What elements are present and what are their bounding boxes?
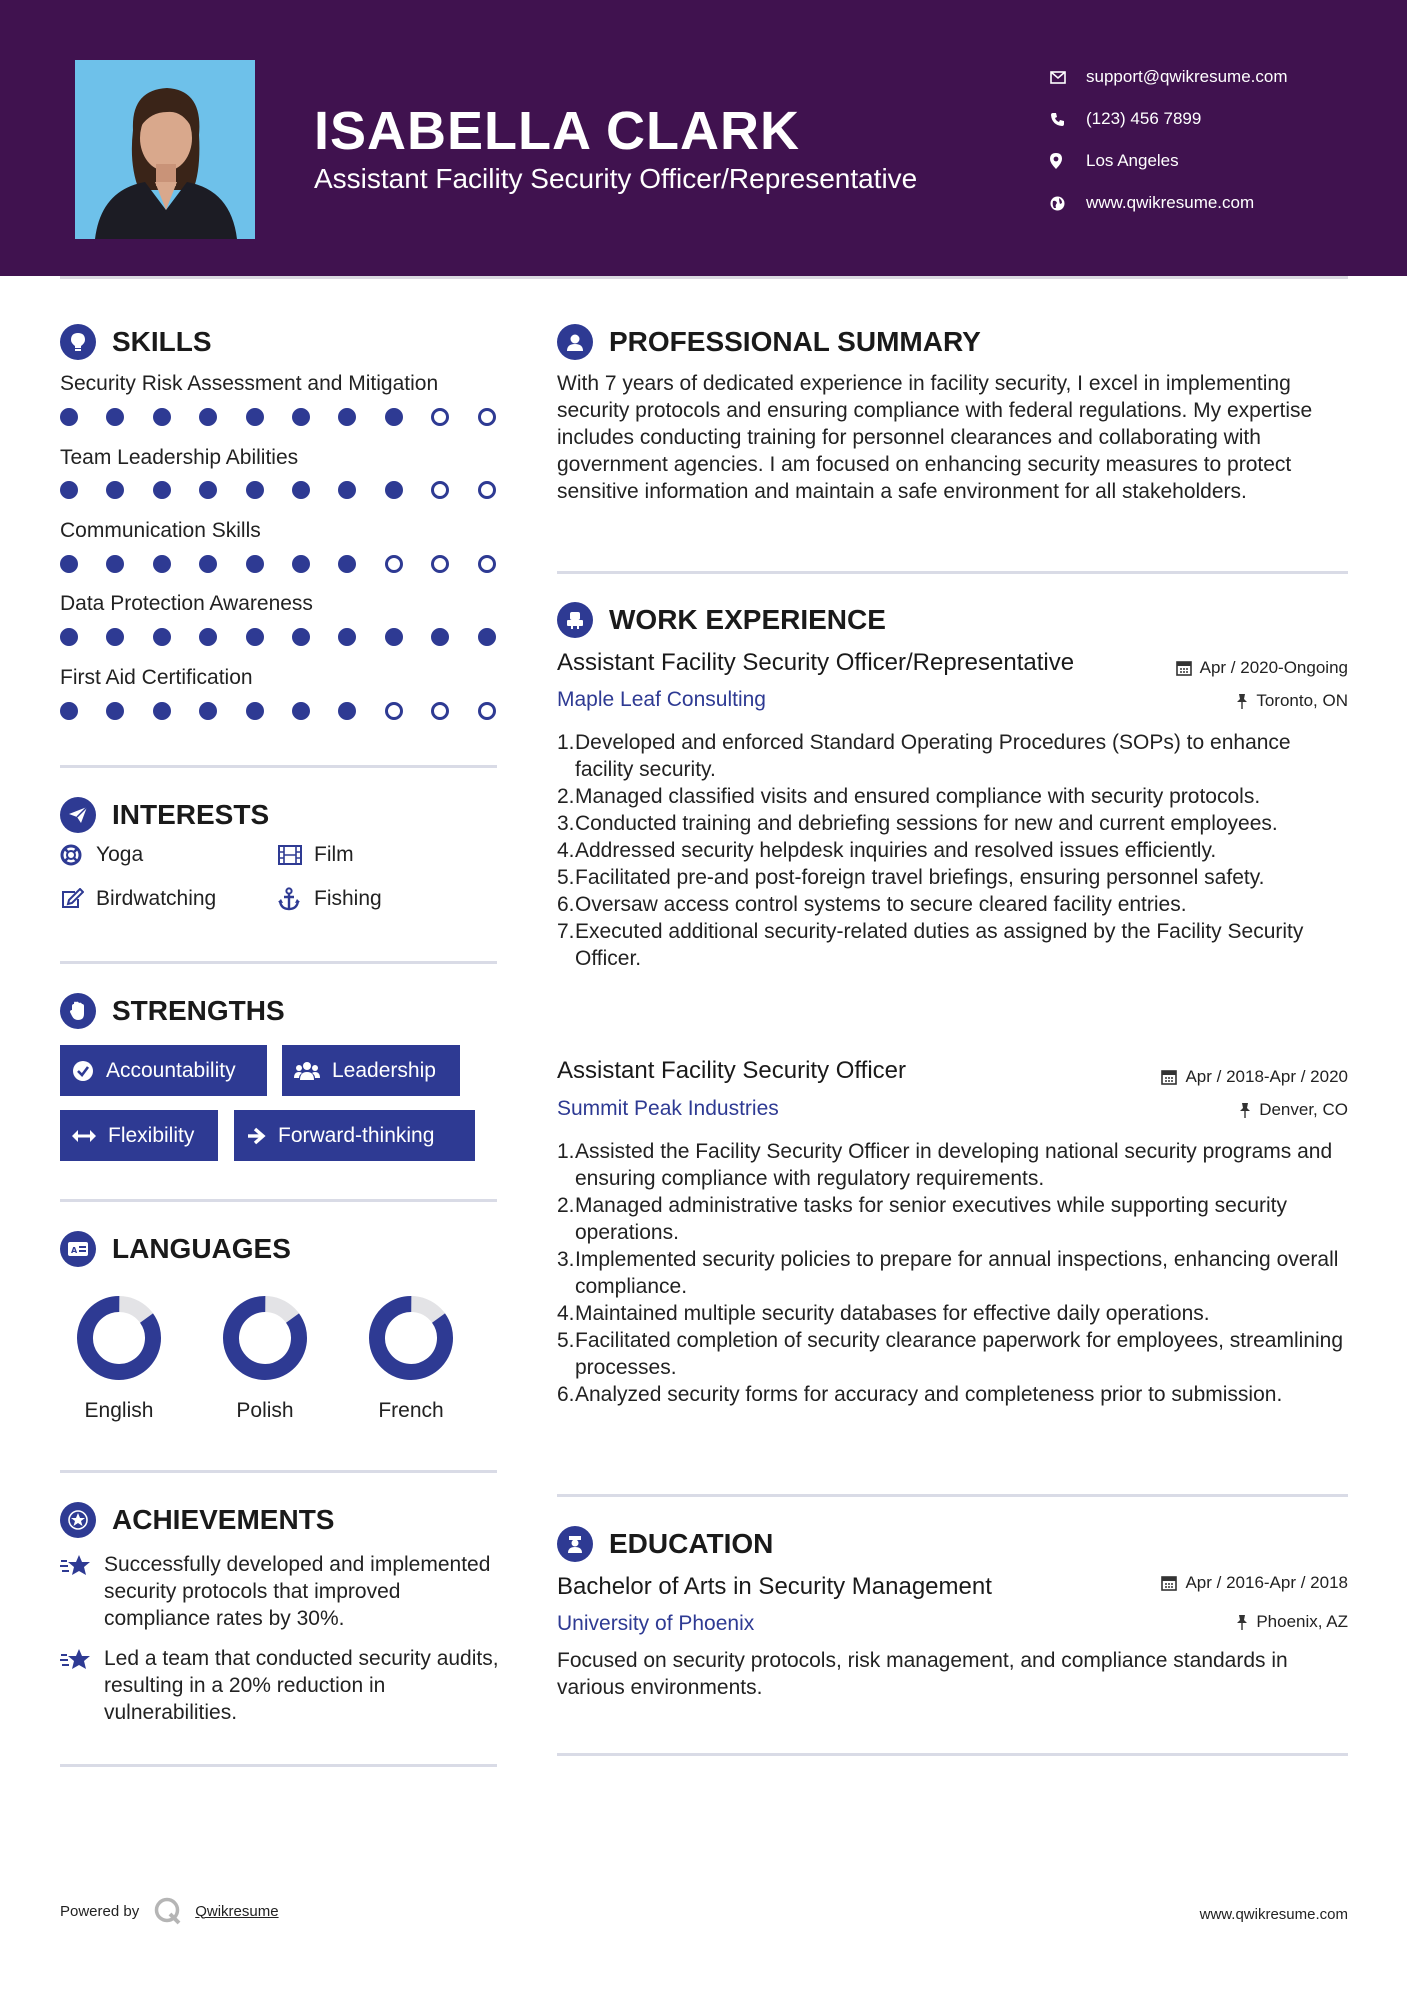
section-divider: [557, 1753, 1348, 1756]
achievement-item: [60, 1551, 500, 1632]
interest-label: Fishing: [314, 887, 382, 910]
user-icon: [557, 324, 593, 360]
contact-location: [1050, 140, 1370, 182]
rating-dot-filled: [246, 555, 264, 573]
rating-dot-filled: [153, 702, 171, 720]
language-donut: [220, 1293, 310, 1383]
degree-title: Bachelor of Arts in Security Management: [557, 1573, 992, 1600]
job-location-text: Denver, CO: [1259, 1100, 1348, 1119]
envelope-icon: [1050, 71, 1086, 84]
interest-item: [278, 887, 382, 911]
job-location-text: Toronto, ON: [1256, 691, 1348, 710]
education-location: [1236, 1612, 1348, 1632]
list-item: 3. Implemented security policies to prepare for annual inspections, enhancing overall compliance.: [557, 1246, 1352, 1300]
bullet-text: Facilitated completion of security clearance paperwork for employees, streamlining processes.: [575, 1329, 1344, 1379]
skill-name: Security Risk Assessment and Mitigation: [60, 372, 439, 395]
school-name: University of Phoenix: [557, 1612, 755, 1635]
skill-rating: [60, 408, 500, 428]
job-location: [1236, 691, 1348, 711]
lightbulb-icon: [60, 324, 96, 360]
rating-dot-filled: [199, 628, 217, 646]
life-ring-icon: [60, 844, 96, 866]
strength-label: Forward-thinking: [278, 1123, 435, 1147]
rating-dot-empty: [431, 481, 449, 499]
candidate-name: ISABELLA CLARK: [314, 101, 800, 161]
experience-heading-text: WORK EXPERIENCE: [609, 604, 886, 635]
skill-name: Team Leadership Abilities: [60, 446, 299, 469]
star-badge-icon: [60, 1502, 96, 1538]
map-marker-icon: [1050, 153, 1086, 169]
rating-dot-filled: [60, 702, 78, 720]
rating-dot-filled: [292, 555, 310, 573]
rating-dot-filled: [106, 481, 124, 499]
language-donut: [366, 1293, 456, 1383]
rating-dot-filled: [385, 481, 403, 499]
language-icon: [60, 1231, 96, 1267]
donut-fill: [74, 1293, 164, 1383]
footer-website[interactable]: www.qwikresume.com: [1199, 1906, 1348, 1923]
bullet-text: Developed and enforced Standard Operating Procedures (SOPs) to enhance facility security.: [575, 731, 1291, 781]
rating-dot-filled: [106, 408, 124, 426]
phone-icon: [1050, 112, 1086, 127]
rating-dot-filled: [106, 555, 124, 573]
strength-label: Leadership: [332, 1058, 436, 1082]
bullet-text: Managed administrative tasks for senior executives while supporting security operations.: [575, 1194, 1288, 1244]
job-bullets: [557, 729, 1352, 972]
graduate-icon: [557, 1526, 593, 1562]
anchor-icon: [278, 887, 314, 911]
language-label: English: [84, 1399, 154, 1422]
rating-dot-empty: [431, 702, 449, 720]
pushpin-icon: [1236, 1614, 1248, 1630]
bullet-text: Facilitated pre-and post-foreign travel briefings, ensuring personnel safety.: [575, 866, 1265, 889]
rating-dot-filled: [153, 555, 171, 573]
language-label: Polish: [236, 1399, 294, 1422]
achievement-text: Led a team that conducted security audits, resulting in a 20% reduction in vulnerabilities.: [104, 1647, 499, 1724]
bullet-text: Executed additional security-related duties as assigned by the Facility Security Officer.: [575, 920, 1304, 970]
strength-tag: [60, 1045, 267, 1096]
company-name: Summit Peak Industries: [557, 1097, 779, 1120]
interest-label: Yoga: [96, 843, 144, 866]
language-item: [64, 1293, 174, 1423]
rating-dot-filled: [106, 628, 124, 646]
job-date-text: Apr / 2020-Ongoing: [1199, 658, 1348, 677]
arrow-right-icon: [246, 1126, 266, 1146]
strength-tag: [60, 1110, 218, 1161]
strength-label: Flexibility: [108, 1123, 195, 1147]
list-item: 4. Addressed security helpdesk inquiries and resolved issues efficiently.: [557, 839, 1217, 862]
interest-label: Birdwatching: [96, 887, 217, 910]
calendar-icon: [1176, 660, 1192, 676]
rating-dot-filled: [385, 408, 403, 426]
profile-photo: [75, 60, 255, 239]
bullet-text: Assisted the Facility Security Officer in developing national security programs and ensuring compliance with regulatory requirements.: [575, 1140, 1333, 1190]
section-divider: [60, 1199, 497, 1202]
rating-dot-filled: [199, 481, 217, 499]
contact-email-text: support@qwikresume.com: [1086, 67, 1288, 86]
rating-dot-filled: [153, 408, 171, 426]
education-heading: [557, 1526, 773, 1562]
users-icon: [294, 1061, 320, 1081]
rating-dot-empty: [431, 555, 449, 573]
rating-dot-filled: [153, 628, 171, 646]
contact-website[interactable]: [1050, 182, 1370, 224]
interests-heading-text: INTERESTS: [112, 799, 270, 830]
rating-dot-empty: [478, 555, 496, 573]
contact-phone-text: (123) 456 7899: [1086, 109, 1202, 128]
donut-fill: [366, 1293, 456, 1383]
education-description: Focused on security protocols, risk management, and compliance standards in various environments.: [557, 1649, 1288, 1699]
achievements-heading: [60, 1502, 334, 1538]
job-location: [1239, 1100, 1348, 1120]
strength-tag: [234, 1110, 475, 1161]
rating-dot-empty: [385, 555, 403, 573]
job-date-text: Apr / 2018-Apr / 2020: [1185, 1067, 1348, 1086]
achievement-text: Successfully developed and implemented security protocols that improved compliance rates by 30%.: [104, 1553, 491, 1630]
candidate-title: Assistant Facility Security Officer/Representative: [314, 163, 918, 194]
interest-item: [60, 887, 216, 911]
education-heading-text: EDUCATION: [609, 1528, 774, 1559]
strength-label: Accountability: [106, 1058, 236, 1082]
rating-dot-filled: [246, 628, 264, 646]
list-item: 2. Managed administrative tasks for senior executives while supporting security operations.: [557, 1192, 1352, 1246]
languages-heading: [60, 1231, 291, 1267]
education-date: [1161, 1573, 1348, 1593]
rating-dot-filled: [106, 702, 124, 720]
company-name: Maple Leaf Consulting: [557, 688, 766, 711]
rating-dot-filled: [60, 481, 78, 499]
section-divider: [60, 765, 497, 768]
contact-website-text: www.qwikresume.com: [1086, 193, 1255, 212]
bullet-text: Oversaw access control systems to secure cleared facility entries.: [575, 893, 1187, 916]
interest-item: [278, 843, 354, 867]
paper-plane-icon: [60, 797, 96, 833]
list-item: 7. Executed additional security-related duties as assigned by the Facility Security Officer.: [557, 918, 1352, 972]
rating-dot-filled: [60, 628, 78, 646]
arrows-horizontal-icon: [72, 1129, 96, 1143]
profile-photo-image: [75, 60, 255, 239]
skill-name: Data Protection Awareness: [60, 592, 313, 615]
rating-dot-filled: [338, 555, 356, 573]
hand-icon: [60, 993, 96, 1029]
job-title: Assistant Facility Security Officer: [557, 1057, 906, 1084]
achievements-heading-text: ACHIEVEMENTS: [112, 1504, 335, 1535]
list-item: 5. Facilitated pre-and post-foreign travel briefings, ensuring personnel safety.: [557, 866, 1265, 889]
list-item: 4. Maintained multiple security databases for effective daily operations.: [557, 1302, 1210, 1325]
rating-dot-filled: [199, 702, 217, 720]
bullet-text: Addressed security helpdesk inquiries and resolved issues efficiently.: [575, 839, 1217, 862]
interests-heading: [60, 797, 269, 833]
skills-heading-text: SKILLS: [112, 326, 212, 357]
experience-heading: [557, 602, 886, 638]
edit-icon: [60, 888, 96, 910]
calendar-icon: [1161, 1069, 1177, 1085]
section-divider: [557, 571, 1348, 574]
rating-dot-filled: [338, 628, 356, 646]
summary-heading: [557, 324, 981, 360]
summary-text: With 7 years of dedicated experience in facility security, I excel in implementing security protocols and ensuring compliance with federal regulations. My expertise includes conducting training for personnel clearances and collaborating with government agencies. I am focused on enhancing security measures to protect sensitive information and maintain a safe environment for all stakeholders.: [557, 372, 1313, 503]
list-item: 1. Assisted the Facility Security Officer in developing national security programs and ensuring compliance with regulatory requirements.: [557, 1138, 1352, 1192]
pushpin-icon: [1236, 693, 1248, 709]
bullet-text: Conducted training and debriefing sessions for new and current employees.: [575, 812, 1278, 835]
check-circle-icon: [72, 1060, 94, 1082]
qwikresume-link[interactable]: Qwikresume: [195, 1902, 279, 1920]
rating-dot-empty: [431, 408, 449, 426]
shooting-star-icon: [60, 1551, 104, 1632]
strengths-heading: [60, 993, 285, 1029]
skills-heading: [60, 324, 212, 360]
rating-dot-filled: [246, 408, 264, 426]
job-bullets: [557, 1138, 1352, 1408]
rating-dot-filled: [385, 628, 403, 646]
briefcase-icon: [557, 602, 593, 638]
rating-dot-filled: [292, 481, 310, 499]
contact-location-text: Los Angeles: [1086, 151, 1179, 170]
contact-list: [1050, 56, 1370, 224]
contact-phone[interactable]: [1050, 98, 1370, 140]
donut-fill: [220, 1293, 310, 1383]
rating-dot-filled: [199, 408, 217, 426]
rating-dot-filled: [246, 702, 264, 720]
job-date: [1161, 1067, 1348, 1087]
language-donut: [74, 1293, 164, 1383]
strength-tag: [282, 1045, 460, 1096]
rating-dot-empty: [478, 702, 496, 720]
header-divider: [60, 276, 1348, 279]
bullet-text: Managed classified visits and ensured compliance with security protocols.: [575, 785, 1261, 808]
skill-rating: [60, 702, 500, 722]
svg-text:A: A: [71, 1246, 78, 1255]
list-item: 1. Developed and enforced Standard Operating Procedures (SOPs) to enhance facility security.: [557, 729, 1352, 783]
resume-header: [0, 0, 1407, 276]
rating-dot-filled: [478, 628, 496, 646]
job-date: [1176, 658, 1348, 678]
skill-name: Communication Skills: [60, 519, 261, 542]
language-item: [356, 1293, 466, 1423]
summary-heading-text: PROFESSIONAL SUMMARY: [609, 326, 981, 357]
interest-label: Film: [314, 843, 354, 866]
rating-dot-filled: [292, 628, 310, 646]
shooting-star-icon: [60, 1645, 104, 1726]
rating-dot-filled: [292, 408, 310, 426]
section-divider: [60, 1470, 497, 1473]
list-item: 6. Oversaw access control systems to secure cleared facility entries.: [557, 893, 1187, 916]
skill-rating: [60, 628, 500, 648]
section-divider: [60, 961, 497, 964]
rating-dot-empty: [478, 481, 496, 499]
education-date-text: Apr / 2016-Apr / 2018: [1185, 1573, 1348, 1592]
list-item: 2. Managed classified visits and ensured compliance with security protocols.: [557, 785, 1261, 808]
powered-by-text: Powered by: [60, 1902, 140, 1920]
bullet-text: Implemented security policies to prepare for annual inspections, enhancing overall compliance.: [575, 1248, 1339, 1298]
achievement-item: [60, 1645, 500, 1726]
rating-dot-filled: [246, 481, 264, 499]
list-item: 5. Facilitated completion of security clearance paperwork for employees, streamlining processes.: [557, 1327, 1352, 1381]
skill-name: First Aid Certification: [60, 666, 253, 689]
rating-dot-filled: [60, 555, 78, 573]
rating-dot-filled: [153, 481, 171, 499]
languages-heading-text: LANGUAGES: [112, 1233, 291, 1264]
film-icon: [278, 845, 314, 865]
language-item: [210, 1293, 320, 1423]
rating-dot-filled: [60, 408, 78, 426]
skill-rating: [60, 555, 500, 575]
strengths-heading-text: STRENGTHS: [112, 995, 285, 1026]
rating-dot-empty: [385, 702, 403, 720]
footer-powered-by: [60, 1896, 279, 1926]
education-location-text: Phoenix, AZ: [1256, 1612, 1348, 1631]
bullet-text: Maintained multiple security databases for effective daily operations.: [575, 1302, 1210, 1325]
list-item: 6. Analyzed security forms for accuracy and completeness prior to submission.: [557, 1383, 1283, 1406]
pushpin-icon: [1239, 1102, 1251, 1118]
skill-rating: [60, 481, 500, 501]
rating-dot-filled: [199, 555, 217, 573]
section-divider: [60, 1764, 497, 1767]
rating-dot-filled: [338, 702, 356, 720]
globe-icon: [1050, 196, 1086, 211]
qwikresume-logo-icon: [153, 1896, 183, 1926]
contact-email[interactable]: [1050, 56, 1370, 98]
language-label: French: [378, 1399, 444, 1422]
rating-dot-filled: [338, 481, 356, 499]
bullet-text: Analyzed security forms for accuracy and completeness prior to submission.: [575, 1383, 1283, 1406]
rating-dot-filled: [292, 702, 310, 720]
rating-dot-filled: [338, 408, 356, 426]
rating-dot-empty: [478, 408, 496, 426]
section-divider: [557, 1494, 1348, 1497]
interest-item: [60, 843, 143, 867]
rating-dot-filled: [431, 628, 449, 646]
job-title: Assistant Facility Security Officer/Representative: [557, 649, 1075, 676]
calendar-icon: [1161, 1575, 1177, 1591]
list-item: 3. Conducted training and debriefing sessions for new and current employees.: [557, 812, 1278, 835]
